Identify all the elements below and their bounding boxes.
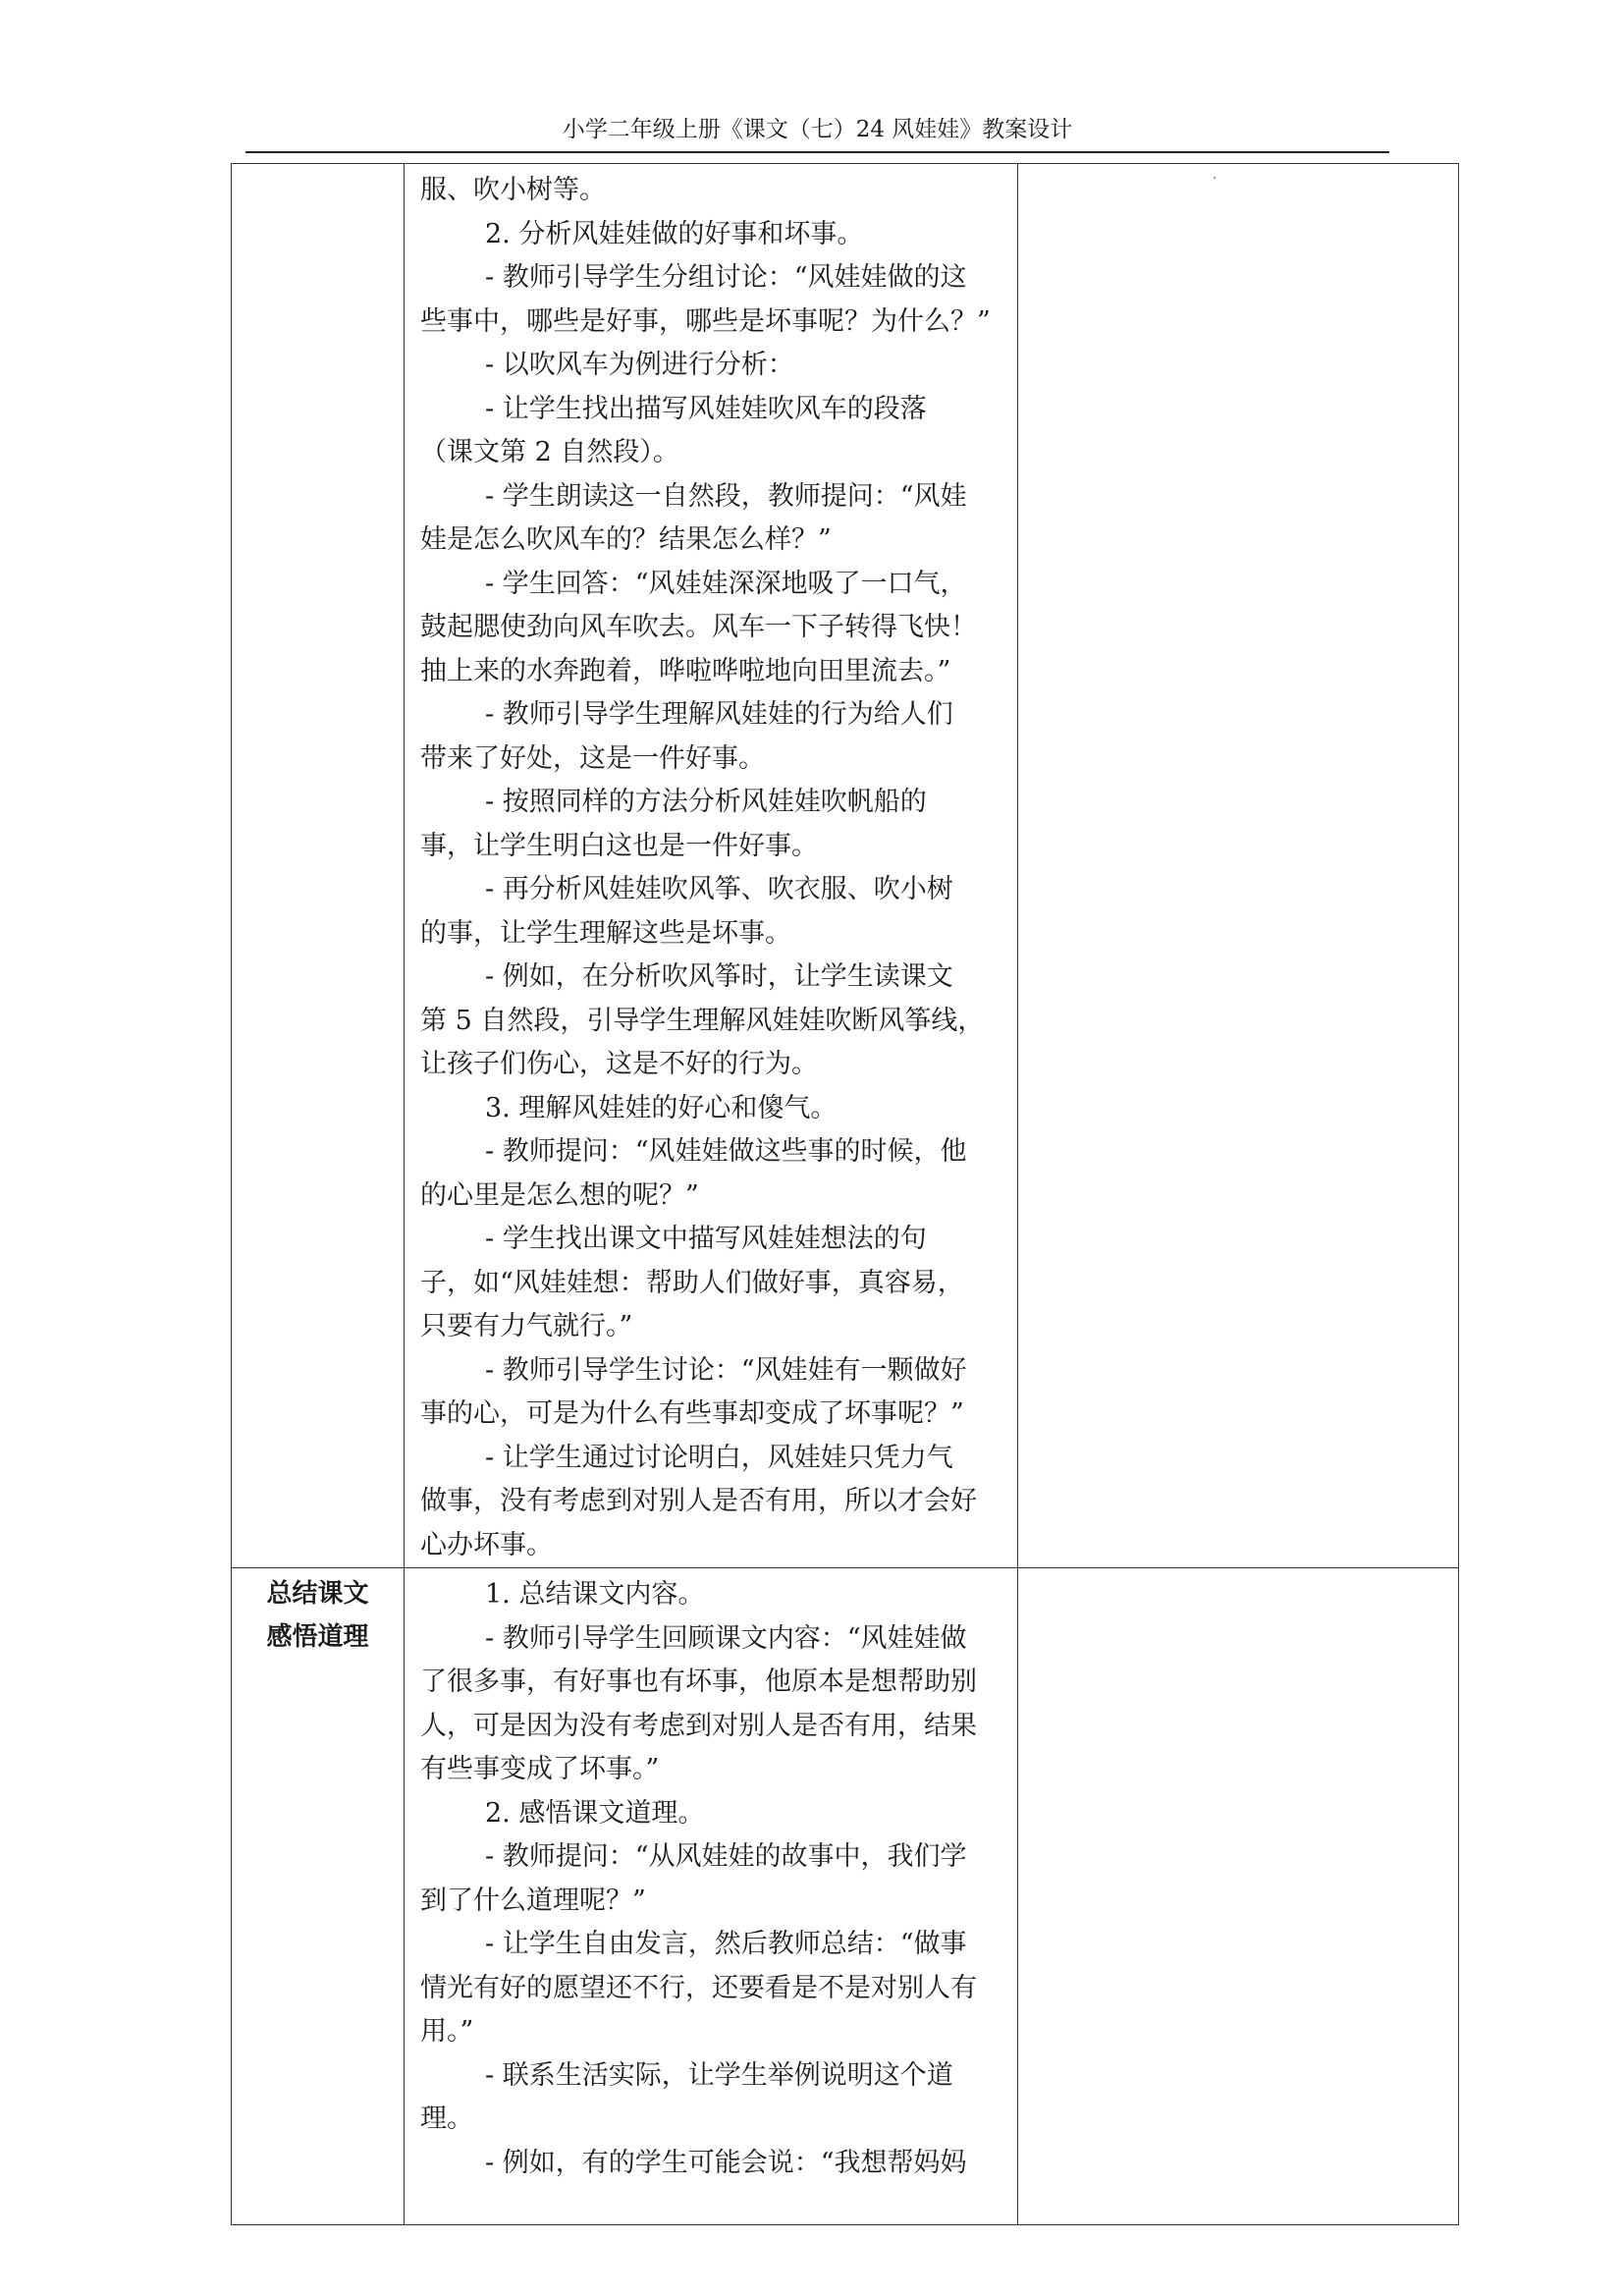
content-line: 用。”: [420, 2016, 474, 2047]
notes-cell: [1018, 1568, 1459, 2225]
content-line: 些事中，哪些是好事，哪些是坏事呢？为什么？”: [420, 305, 991, 337]
content-line: 子，如“风娃娃想：帮助人们做好事，真容易，: [420, 1267, 964, 1298]
header-rule: [245, 151, 1389, 153]
content-cell: [405, 164, 1018, 1568]
notes-cell: [1018, 164, 1459, 1568]
content-line: 服、吹小树等。: [420, 175, 606, 205]
content-line: 让孩子们伤心，这是不好的行为。: [420, 1049, 818, 1079]
page-header-title: 小学二年级上册《课文（七）24 风娃娃》教案设计: [562, 117, 1073, 142]
table-row: [232, 164, 1459, 1568]
content-line: 2. 感悟课文道理。: [485, 1797, 705, 1829]
content-line: - 再分析风娃娃吹风筝、吹衣服、吹小树: [485, 874, 953, 904]
content-line: - 教师提问：“从风娃娃的故事中，我们学: [485, 1841, 967, 1872]
content-line: - 教师提问：“风娃娃做这些事的时候，他: [485, 1136, 967, 1167]
scan-speck: [1214, 177, 1216, 179]
content-line: 情光有好的愿望还不行，还要看是不是对别人有: [420, 1972, 977, 2003]
content-line: - 按照同样的方法分析风娃娃吹帆船的: [485, 787, 927, 817]
content-line: （课文第 2 自然段）。: [420, 437, 679, 467]
content-line: 第 5 自然段，引导学生理解风娃娃吹断风筝线，: [420, 1005, 985, 1036]
content-line: - 学生朗读这一自然段，教师提问：“风娃: [485, 480, 967, 512]
content-line: 的心里是怎么想的呢？”: [420, 1179, 699, 1211]
content-line: 抽上来的水奔跑着，哗啦哗啦地向田里流去。”: [420, 655, 951, 686]
content-line: 事，让学生明白这也是一件好事。: [420, 830, 818, 861]
content-line: 做事，没有考虑到对别人是否有用，所以才会好: [420, 1486, 977, 1516]
content-line: - 教师引导学生理解风娃娃的行为给人们: [485, 699, 953, 730]
content-line: - 教师引导学生讨论：“风娃娃有一颗做好: [485, 1354, 967, 1386]
stage-cell: [232, 164, 405, 1568]
content-line: - 联系生活实际，让学生举例说明这个道: [485, 2059, 953, 2091]
content-line: 到了什么道理呢？”: [420, 1885, 646, 1916]
content-line: 事的心，可是为什么有些事却变成了坏事呢？”: [420, 1398, 964, 1429]
content-line: - 教师引导学生回顾课文内容：“风娃娃做: [485, 1622, 967, 1654]
content-line: 带来了好处，这是一件好事。: [420, 742, 765, 774]
content-line: - 以吹风车为例进行分析：: [485, 350, 794, 380]
content-line: 理。: [420, 2104, 473, 2134]
content-line: 人，可是因为没有考虑到对别人是否有用，结果: [420, 1710, 977, 1741]
stage-label: 感悟道理: [266, 1622, 369, 1652]
content-line: - 学生找出课文中描写风娃娃想法的句: [485, 1224, 927, 1254]
stage-cell: [232, 1568, 405, 2225]
content-line: - 让学生自由发言，然后教师总结：“做事: [485, 1929, 967, 1959]
table-row: [232, 1568, 1459, 2225]
stage-label: 总结课文: [266, 1579, 369, 1609]
content-line: - 让学生通过讨论明白，风娃娃只凭力气: [485, 1442, 953, 1473]
content-line: - 例如，有的学生可能会说：“我想帮妈妈: [485, 2147, 967, 2178]
content-line: 心办坏事。: [420, 1529, 553, 1560]
content-line: 了很多事，有好事也有坏事，他原本是想帮助别: [420, 1667, 977, 1697]
content-line: - 让学生找出描写风娃娃吹风车的段落: [485, 393, 927, 424]
content-line: - 教师引导学生分组讨论：“风娃娃做的这: [485, 262, 967, 293]
content-line: 3. 理解风娃娃的好心和傻气。: [485, 1092, 838, 1123]
content-line: 的事，让学生理解这些是坏事。: [420, 917, 791, 949]
content-line: 只要有力气就行。”: [420, 1311, 633, 1341]
content-line: - 学生回答：“风娃娃深深地吸了一口气，: [485, 568, 967, 599]
content-line: 娃是怎么吹风车的？结果怎么样？”: [420, 524, 832, 555]
content-line: 1. 总结课文内容。: [485, 1579, 705, 1610]
content-line: - 例如，在分析吹风筝时，让学生读课文: [485, 961, 953, 992]
content-line: 2. 分析风娃娃做的好事和坏事。: [485, 218, 864, 249]
content-line: 有些事变成了坏事。”: [420, 1754, 660, 1784]
content-line: 鼓起腮使劲向风车吹去。风车一下子转得飞快！: [420, 612, 977, 642]
lesson-plan-table: [231, 163, 1459, 2225]
content-cell: [405, 1568, 1018, 2225]
